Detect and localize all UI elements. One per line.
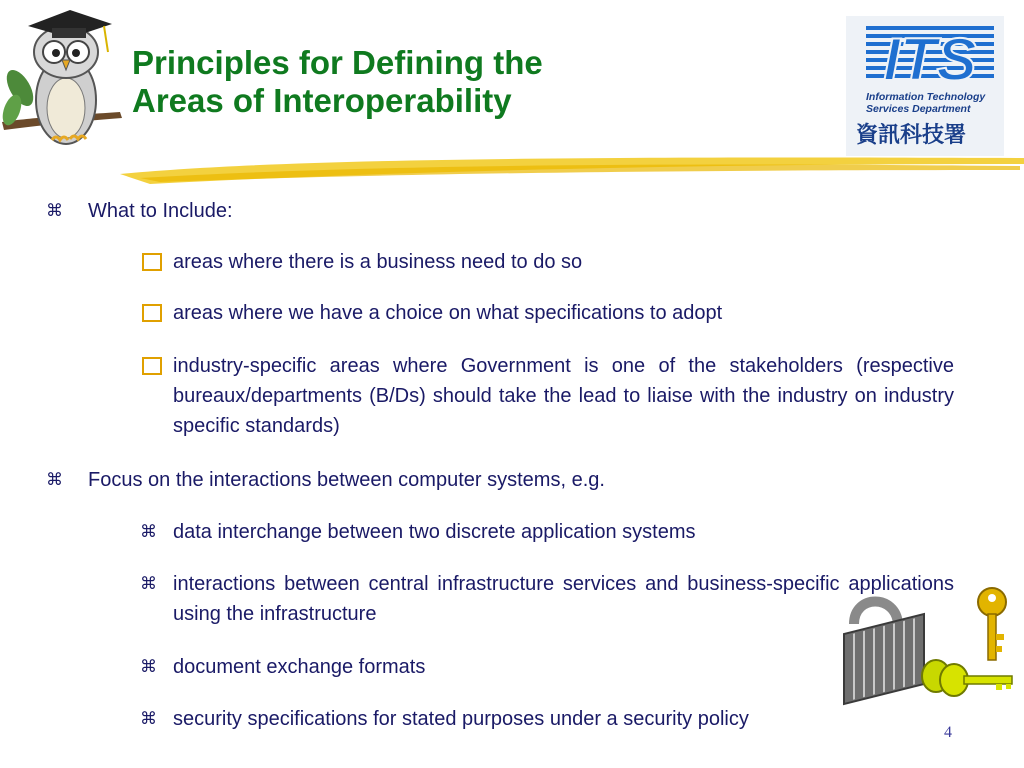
bullet-text: document exchange formats — [173, 656, 426, 678]
padlock-with-keys-icon — [836, 584, 1016, 714]
bullet-text: industry-specific areas where Government is one of the stakeholders (respective bureaux/departments (B/Ds) should take the lead to liaise with the industry on industry specific standards) — [173, 355, 954, 437]
bullet-level2-item — [140, 569, 954, 629]
title-line-1: Principles for Defining the — [132, 44, 543, 81]
bullet-level2-item — [140, 351, 954, 441]
command-key-icon: ⌘ — [46, 201, 63, 220]
bullet-text: security specifications for stated purposes under a security policy — [173, 708, 749, 730]
command-key-icon: ⌘ — [140, 657, 157, 676]
logo-chinese: 資訊科技署 — [856, 123, 967, 148]
checked-box-icon — [142, 253, 162, 271]
logo-line-2: Services Department — [866, 103, 971, 115]
logo-line-1: Information Technology — [866, 91, 986, 103]
page-number: 4 — [944, 724, 952, 741]
bullet-text: areas where there is a business need to do so — [173, 251, 583, 273]
checked-box-icon — [142, 357, 162, 375]
bullet-level2-item — [140, 704, 954, 734]
bullet-text: interactions between central infrastructure services and business-specific applications using the infrastructure — [173, 573, 954, 625]
bullet-level2-item — [140, 298, 954, 328]
checked-box-icon — [142, 304, 162, 322]
bullet-text: data interchange between two discrete application systems — [173, 521, 696, 543]
title-line-2: Areas of Interoperability — [132, 82, 512, 119]
logo-brand: ITS — [883, 26, 977, 93]
command-key-icon: ⌘ — [140, 709, 157, 728]
bullet-text: What to Include: — [88, 200, 233, 222]
bullet-text: areas where we have a choice on what specifications to adopt — [173, 302, 723, 324]
command-key-icon: ⌘ — [140, 574, 157, 593]
command-key-icon: ⌘ — [46, 470, 63, 489]
command-key-icon: ⌘ — [140, 522, 157, 541]
bullet-text: Focus on the interactions between computer systems, e.g. — [88, 469, 605, 491]
bullet-level2-item — [140, 247, 954, 277]
bullet-level2-item — [140, 652, 954, 682]
bullet-level2-item — [140, 517, 954, 547]
